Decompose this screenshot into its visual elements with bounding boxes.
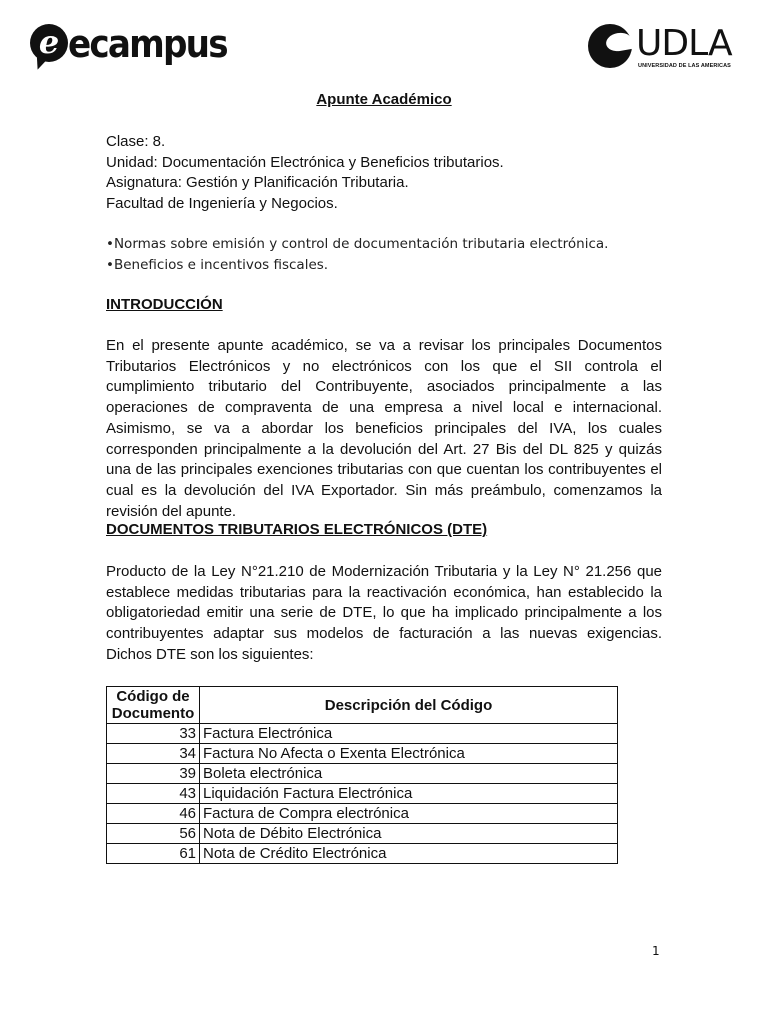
meta-subject: Asignatura: Gestión y Planificación Tributaria.	[106, 174, 409, 191]
dte-paragraph: Producto de la Ley N°21.210 de Modernización Tributaria y la Ley N° 21.256 que establece medidas tributarias para la reactivación económica, han establecido la obligatoriedad emitir una serie de DTE, lo que ha implicado principalmente a los contribuyentes adaptar sus modelos de facturación a las nuevas exigencias. Dichos DTE son los siguientes:	[106, 563, 662, 663]
cell-code: 56	[107, 824, 200, 844]
meta-faculty: Facultad de Ingeniería y Negocios.	[106, 194, 338, 212]
topic-list	[106, 234, 608, 275]
page-number: 1	[652, 944, 660, 958]
table-row	[107, 744, 618, 764]
cell-code: 46	[107, 804, 200, 824]
cell-description: Nota de Débito Electrónica	[200, 824, 618, 844]
udla-logo-text: UDLA	[636, 23, 732, 64]
meta-unit: Unidad: Documentación Electrónica y Beneficios tributarios.	[106, 153, 504, 171]
column-header-description: Descripción del Código	[200, 687, 618, 724]
cell-code: 43	[107, 784, 200, 804]
meta-class: Clase: 8.	[106, 133, 166, 150]
cell-code: 61	[107, 844, 200, 864]
table-row	[107, 784, 618, 804]
udla-logo-mark	[588, 24, 632, 68]
cell-description: Nota de Crédito Electrónica	[200, 844, 618, 864]
column-header-code: Código de Documento	[107, 687, 200, 724]
intro-heading: INTRODUCCIÓN	[106, 296, 223, 313]
table-row	[107, 764, 618, 784]
ecampus-logo	[30, 20, 227, 75]
table-header-row	[107, 687, 618, 724]
ecampus-e-mark: e	[30, 24, 68, 62]
table-row	[107, 804, 618, 824]
udla-logo	[588, 24, 738, 74]
cell-code: 33	[107, 724, 200, 744]
dte-heading: DOCUMENTOS TRIBUTARIOS ELECTRÓNICOS (DTE)	[106, 521, 488, 538]
udla-logo-subtitle: UNIVERSIDAD DE LAS AMERICAS	[638, 63, 731, 69]
ecampus-logo-text: ecampus	[68, 22, 227, 66]
topic-item: •Beneficios e incentivos fiscales.	[106, 256, 329, 273]
course-meta	[106, 132, 504, 214]
table-row	[107, 844, 618, 864]
cell-description: Factura No Afecta o Exenta Electrónica	[200, 744, 618, 764]
cell-code: 39	[107, 764, 200, 784]
intro-paragraph: En el presente apunte académico, se va a revisar los principales Documentos Tributarios Electrónicos y no electrónicos con los que el SII controla el cumplimiento tributario del Contribuyente, asociados principalmente a las operaciones de compraventa de una empresa a nivel local e internacional. Asimismo, se va a abordar los beneficios principales del IVA, los cuales corresponden principalmente a la devolución del Art. 27 Bis del DL 825 y quizás una de las principales exenciones tributarias con que cuentan los contribuyentes el cual es la devolución del IVA Exportador. Sin más preámbulo, comenzamos la revisión del apunte.	[106, 337, 662, 520]
table-row	[107, 724, 618, 744]
topic-item: •Normas sobre emisión y control de documentación tributaria electrónica.	[106, 236, 609, 252]
table-row	[107, 824, 618, 844]
cell-description: Factura Electrónica	[200, 724, 618, 744]
cell-code: 34	[107, 744, 200, 764]
cell-description: Boleta electrónica	[200, 764, 618, 784]
dte-table	[106, 686, 618, 864]
document-title: Apunte Académico	[316, 91, 452, 108]
cell-description: Factura de Compra electrónica	[200, 804, 618, 824]
cell-description: Liquidación Factura Electrónica	[200, 784, 618, 804]
